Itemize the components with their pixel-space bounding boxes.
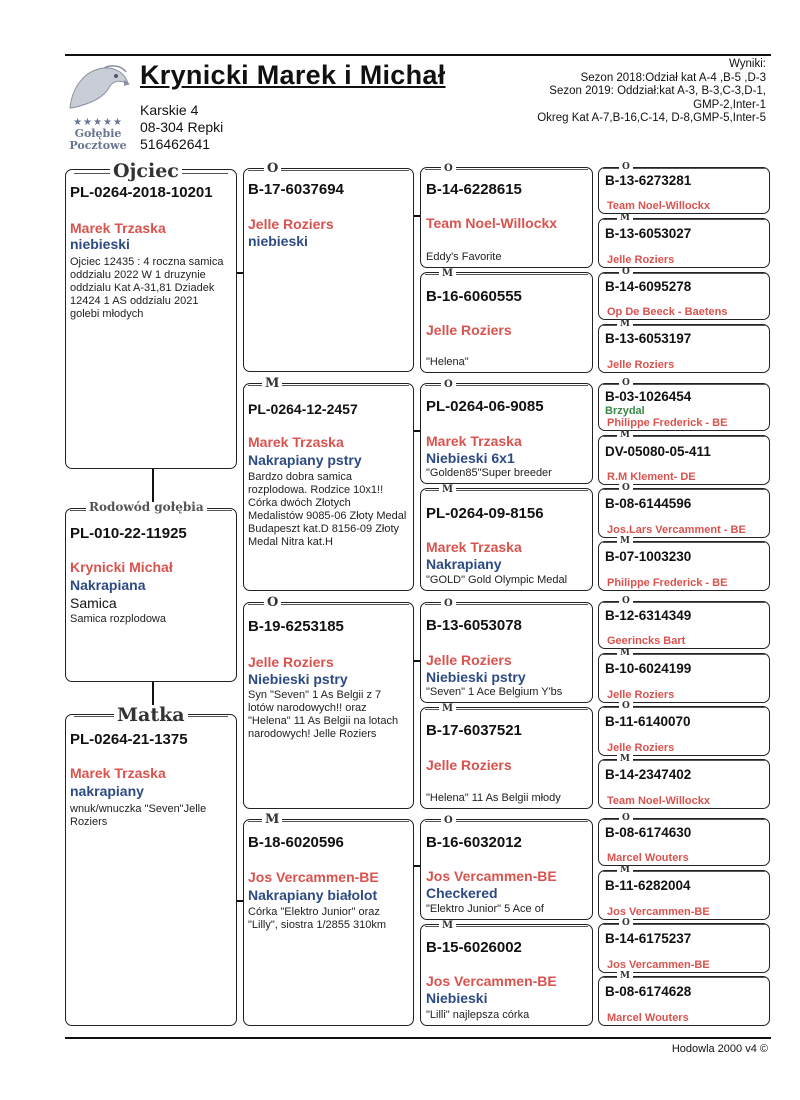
- gen3-4-color: Nakrapiany: [426, 556, 502, 572]
- gen3-card-1[interactable]: [420, 163, 593, 268]
- gen3-3-color: Niebieski 6x1: [426, 450, 515, 466]
- gen4-13-ring: B-08-6174630: [605, 825, 692, 840]
- gen4-12-ring: B-14-2347402: [605, 767, 692, 782]
- gen3-2-note: "Helena": [426, 356, 469, 368]
- gen2-card-3[interactable]: [243, 595, 414, 809]
- logo: [64, 60, 132, 152]
- gen4-5-extra: Brzydal: [605, 405, 645, 417]
- gen3-7-label: O: [441, 815, 456, 826]
- gen3-8-breeder: Jos Vercammen-BE: [426, 973, 557, 989]
- gen4-2-breeder: Jelle Roziers: [607, 254, 675, 266]
- gen4-14-breeder: Jos Vercammen-BE: [607, 906, 710, 918]
- gen4-card-13[interactable]: [598, 813, 770, 866]
- gen3-7-ring: B-16-6032012: [426, 834, 522, 851]
- gen4-2-label: M: [617, 214, 633, 223]
- gen4-16-label: M: [617, 972, 633, 981]
- gen2-2-color: Nakrapiany pstry: [248, 452, 362, 468]
- gen4-15-breeder: Jos Vercammen-BE: [607, 959, 710, 971]
- gen3-card-5[interactable]: [420, 598, 593, 703]
- results-title: Wyniki:: [729, 58, 766, 70]
- gen4-7-ring: B-08-6144596: [605, 496, 692, 511]
- gen4-3-ring: B-14-6095278: [605, 279, 692, 294]
- owner-address-2: 08-304 Repki: [140, 119, 224, 135]
- gen4-card-9[interactable]: [598, 596, 770, 649]
- gen4-2-ring: B-13-6053027: [605, 226, 692, 241]
- gen4-card-16[interactable]: [598, 971, 770, 1026]
- gen4-16-ring: B-08-6174628: [605, 984, 692, 999]
- gen3-card-3[interactable]: [420, 379, 593, 484]
- gen3-7-color: Checkered: [426, 885, 498, 901]
- gen4-8-breeder: Philippe Frederick - BE: [607, 577, 728, 589]
- gen4-9-ring: B-12-6314349: [605, 608, 692, 623]
- gen3-card-6[interactable]: [420, 703, 593, 809]
- gen4-card-11[interactable]: [598, 701, 770, 756]
- father-ring: PL-0264-2018-10201: [70, 184, 213, 201]
- gen4-3-breeder: Op De Beeck - Baetens: [607, 306, 728, 318]
- gen4-card-8[interactable]: [598, 536, 770, 591]
- gen2-card-1[interactable]: [243, 161, 414, 372]
- gen4-4-breeder: Jelle Roziers: [607, 359, 675, 371]
- gen3-1-breeder: Team Noel-Willockx: [426, 215, 558, 231]
- gen4-5-breeder: Philippe Frederick - BE: [607, 417, 728, 429]
- gen4-15-ring: B-14-6175237: [605, 931, 692, 946]
- gen4-3-label: O: [619, 268, 633, 277]
- gen3-6-label: M: [439, 703, 456, 714]
- gen4-card-14[interactable]: [598, 865, 770, 920]
- gen4-14-ring: B-11-6282004: [605, 878, 691, 893]
- gen4-card-2[interactable]: [598, 213, 770, 268]
- mother-ring: PL-0264-21-1375: [70, 731, 188, 748]
- results-line-2: Sezon 2019: Oddział:kat A-3, B-3,C-3,D-1,: [549, 85, 766, 97]
- gen3-1-ring: B-14-6228615: [426, 181, 522, 198]
- father-label: Ojciec: [110, 161, 182, 181]
- gen4-6-ring: DV-05080-05-411: [605, 444, 711, 459]
- results-line-3: GMP-2,Inter-1: [693, 98, 766, 111]
- gen3-3-breeder: Marek Trzaska: [426, 433, 522, 449]
- gen3-8-label: M: [439, 920, 456, 931]
- gen3-3-ring: PL-0264-06-9085: [426, 398, 544, 415]
- gen3-5-color: Niebieski pstry: [426, 669, 526, 685]
- gen4-card-5[interactable]: [598, 378, 770, 431]
- gen3-7-note: "Elektro Junior" 5 Ace of: [426, 903, 544, 915]
- gen3-8-note: "Lilli" najlepsza córka: [426, 1009, 530, 1021]
- mother-color: nakrapiany: [70, 783, 144, 799]
- gen2-2-ring: PL-0264-12-2457: [248, 401, 358, 417]
- gen4-7-breeder: Jos.Lars Vercamment - BE: [607, 524, 746, 536]
- gen3-5-label: O: [441, 598, 456, 609]
- owner-phone: 516462641: [140, 136, 211, 152]
- gen2-card-2[interactable]: [243, 376, 414, 591]
- results-block: [537, 58, 766, 126]
- gen4-card-12[interactable]: [598, 754, 770, 809]
- gen3-2-ring: B-16-6060555: [426, 288, 522, 305]
- gen3-5-breeder: Jelle Roziers: [426, 652, 512, 668]
- gen4-10-ring: B-10-6024199: [605, 661, 692, 676]
- gen4-13-breeder: Marcel Wouters: [607, 852, 689, 864]
- gen3-4-label: M: [439, 484, 456, 495]
- gen3-card-8[interactable]: [420, 920, 593, 1026]
- footer-text: Hodowla 2000 v4 ©: [671, 1043, 768, 1055]
- gen2-2-breeder: Marek Trzaska: [248, 434, 344, 450]
- gen2-4-ring: B-18-6020596: [248, 834, 344, 851]
- gen3-6-ring: B-17-6037521: [426, 722, 522, 739]
- gen4-5-label: O: [619, 379, 633, 388]
- gen3-5-ring: B-13-6053078: [426, 617, 522, 634]
- gen3-5-note: "Seven" 1 Ace Belgium Y'bs: [426, 686, 563, 698]
- gen4-4-label: M: [617, 320, 633, 329]
- gen4-12-label: M: [617, 755, 633, 764]
- gen4-5-ring: B-03-1026454: [605, 389, 692, 404]
- gen4-card-4[interactable]: [598, 319, 770, 373]
- owner-address-1: Karskie 4: [140, 102, 199, 118]
- logo-text-2: Pocztowe: [69, 139, 127, 152]
- gen4-13-label: O: [619, 814, 633, 823]
- gen4-7-label: O: [619, 484, 633, 493]
- gen3-4-breeder: Marek Trzaska: [426, 539, 522, 555]
- subject-color: Nakrapiana: [70, 577, 146, 593]
- gen4-card-3[interactable]: [598, 267, 770, 320]
- gen3-8-color: Niebieski: [426, 990, 488, 1006]
- gen4-card-1[interactable]: [598, 162, 770, 214]
- father-note: Ojciec 12435 : 4 roczna samica oddzialu 2022 W 1 druzynie oddzialu Kat A-31,81 Dziadek 12424 1 AS oddzialu 2021 golebi młodych: [70, 256, 224, 320]
- gen4-6-breeder: R.M Klement- DE: [607, 471, 696, 483]
- gen4-11-ring: B-11-6140070: [605, 714, 691, 729]
- gen2-4-breeder: Jos Vercammen-BE: [248, 869, 379, 885]
- gen4-1-label: O: [619, 163, 633, 172]
- gen2-2-note: Bardzo dobra samica rozplodowa. Rodzice 10x1!! Córka dwóch Złotych Medalistów 9085-06 Złoty Medal Budapeszt kat.D 8156-09 Złoty Medal Nitra kat.H: [248, 471, 407, 548]
- gen2-3-label: O: [264, 597, 281, 608]
- gen4-11-label: O: [619, 702, 633, 711]
- gen3-card-7[interactable]: [420, 815, 593, 920]
- gen4-11-breeder: Jelle Roziers: [607, 742, 675, 754]
- gen2-3-color: Niebieski pstry: [248, 671, 348, 687]
- gen4-1-ring: B-13-6273281: [605, 173, 692, 188]
- gen3-card-2[interactable]: [420, 268, 593, 373]
- gen3-6-note: "Helena" 11 As Belgii młody: [426, 792, 561, 804]
- eagle-logo-icon: [64, 60, 132, 112]
- gen3-1-label: O: [441, 163, 456, 174]
- gen2-1-ring: B-17-6037694: [248, 181, 344, 198]
- gen3-3-note: "Golden85"Super breeder: [426, 467, 552, 479]
- gen2-card-4[interactable]: [243, 812, 414, 1026]
- gen4-8-ring: B-07-1003230: [605, 549, 692, 564]
- gen3-4-note: "GOLD" Gold Olympic Medal: [426, 574, 568, 586]
- gen4-9-breeder: Geerincks Bart: [607, 635, 686, 647]
- gen4-9-label: O: [619, 597, 633, 606]
- gen4-12-breeder: Team Noel-Willockx: [607, 795, 711, 807]
- mother-breeder: Marek Trzaska: [70, 765, 166, 781]
- gen4-6-label: M: [617, 431, 633, 440]
- gen2-1-label: O: [264, 163, 281, 174]
- owner-name: Krynicki Marek i Michał: [140, 60, 446, 90]
- subject-card[interactable]: [65, 500, 237, 682]
- logo-text-1: Gołębie: [74, 127, 122, 140]
- gen4-4-ring: B-13-6053197: [605, 331, 692, 346]
- gen2-4-color: Nakrapiany białolot: [248, 887, 378, 903]
- gen3-6-breeder: Jelle Roziers: [426, 757, 512, 773]
- gen2-1-color: niebieski: [248, 233, 308, 249]
- mother-label: Matka: [114, 705, 188, 725]
- gen2-4-label: M: [262, 814, 282, 825]
- gen4-16-breeder: Marcel Wouters: [607, 1012, 689, 1024]
- gen3-8-ring: B-15-6026002: [426, 939, 522, 956]
- mother-note: wnuk/wnuczka "Seven"Jelle Roziers: [70, 803, 207, 828]
- gen2-3-breeder: Jelle Roziers: [248, 654, 334, 670]
- subject-sex: Samica: [70, 595, 117, 611]
- gen3-card-4[interactable]: [420, 484, 593, 591]
- father-color: niebieski: [70, 236, 130, 252]
- results-line-1: Sezon 2018:Odział kat A-4 ,B-5 ,D-3: [580, 71, 766, 84]
- gen4-card-7[interactable]: [598, 483, 770, 538]
- gen4-8-label: M: [617, 537, 633, 546]
- gen3-7-breeder: Jos Vercammen-BE: [426, 868, 557, 884]
- gen4-10-breeder: Jelle Roziers: [607, 689, 675, 701]
- gen2-3-note: Syn "Seven" 1 As Belgii z 7 lotów narodowych!! oraz "Helena" 11 As Belgii na lotach narodowych! Jelle Roziers: [248, 689, 399, 740]
- gen3-4-ring: PL-0264-09-8156: [426, 505, 544, 522]
- subject-note: Samica rozplodowa: [70, 613, 166, 625]
- father-card[interactable]: [65, 160, 237, 469]
- gen2-1-breeder: Jelle Roziers: [248, 216, 334, 232]
- logo-stars: ★★★★★: [73, 117, 123, 128]
- subject-breeder: Krynicki Michał: [70, 559, 173, 575]
- mother-card[interactable]: [65, 704, 237, 1026]
- gen2-4-note: Córka "Elektro Junior" oraz "Lilly", siostra 1/2855 310km: [248, 906, 387, 931]
- gen4-14-label: M: [617, 866, 633, 875]
- gen3-2-breeder: Jelle Roziers: [426, 322, 512, 338]
- subject-ring: PL-010-22-11925: [70, 525, 187, 542]
- footer-rule: [65, 1037, 771, 1039]
- gen4-card-15[interactable]: [598, 918, 770, 973]
- gen3-2-label: M: [439, 268, 456, 279]
- gen3-3-label: O: [441, 379, 456, 390]
- gen4-15-label: O: [619, 919, 633, 928]
- subject-label: Rodowód gołębia: [86, 502, 207, 513]
- gen2-3-ring: B-19-6253185: [248, 618, 344, 635]
- header-top-rule: [65, 54, 771, 56]
- gen4-10-label: M: [617, 649, 633, 658]
- gen4-card-10[interactable]: [598, 648, 770, 703]
- father-breeder: Marek Trzaska: [70, 220, 166, 236]
- gen4-1-breeder: Team Noel-Willockx: [607, 200, 711, 212]
- gen4-card-6[interactable]: [598, 430, 770, 485]
- gen3-1-note: Eddy's Favorite: [426, 251, 502, 263]
- gen2-2-label: M: [262, 378, 282, 389]
- results-line-4: Okreg Kat A-7,B-16,C-14, D-8,GMP-5,Inter-5: [537, 112, 766, 124]
